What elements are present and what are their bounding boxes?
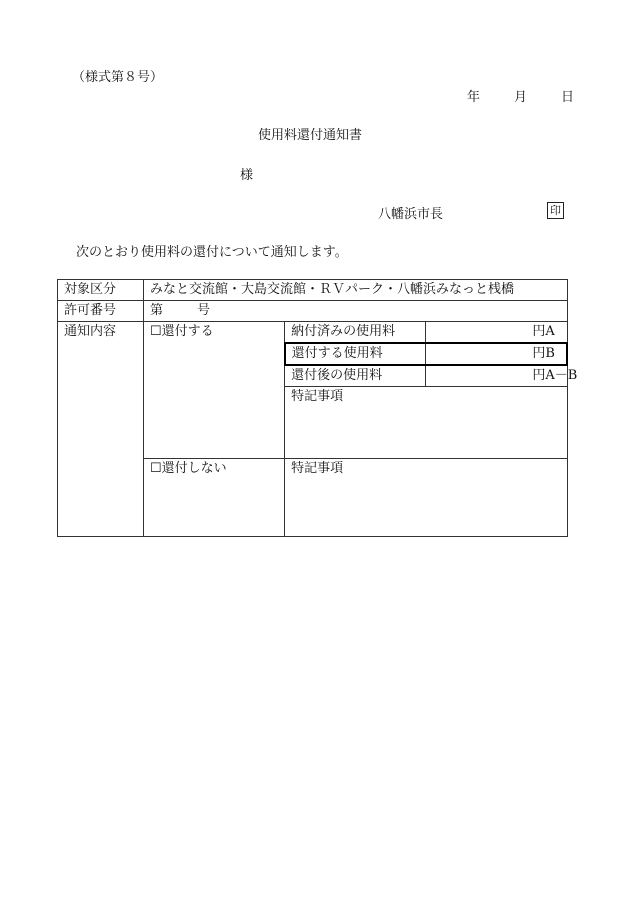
permit-label: 許可番号	[58, 301, 144, 322]
notice-table	[57, 279, 578, 537]
date-year: 年	[467, 90, 481, 105]
document-title: 使用料還付通知書	[258, 128, 363, 143]
date-line	[467, 86, 574, 105]
permit-suffix: 号	[197, 303, 211, 318]
amount-value	[426, 365, 578, 387]
amount-value	[426, 343, 567, 365]
date-day: 日	[561, 90, 575, 105]
amount-marker: A	[545, 324, 555, 339]
form-number: （様式第８号）	[72, 70, 164, 85]
intro-text: 次のとおり使用料の還付について通知します。	[76, 245, 348, 260]
target-label: 対象区分	[58, 280, 144, 301]
amount-unit: 円	[532, 346, 546, 361]
target-row	[58, 280, 568, 301]
seal-mark: 印	[547, 202, 564, 219]
permit-prefix: 第	[150, 303, 164, 318]
remarks-label: 特記事項	[285, 459, 567, 537]
amount-marker: A－B	[545, 368, 578, 383]
amount-label: 還付する使用料	[285, 343, 426, 365]
permit-value	[144, 301, 568, 322]
remarks-label: 特記事項	[285, 387, 567, 459]
recipient-suffix: 様	[240, 168, 254, 183]
content-label: 通知内容	[58, 322, 144, 537]
permit-row	[58, 301, 568, 322]
amount-label: 納付済みの使用料	[285, 322, 426, 344]
refund-option: ☐還付する	[144, 322, 285, 459]
amount-value	[426, 322, 567, 344]
amount-unit: 円	[532, 368, 546, 383]
target-value: みなと交流館・大島交流館・ＲＶパーク・八幡浜みなっと桟橋	[144, 280, 568, 301]
date-month: 月	[514, 90, 528, 105]
amount-row-paid	[58, 322, 568, 344]
amount-marker: B	[545, 346, 555, 361]
amount-unit: 円	[532, 324, 546, 339]
issuer-name: 八幡浜市長	[378, 207, 444, 222]
no-refund-option: ☐還付しない	[144, 459, 285, 537]
amount-label: 還付後の使用料	[285, 365, 426, 387]
